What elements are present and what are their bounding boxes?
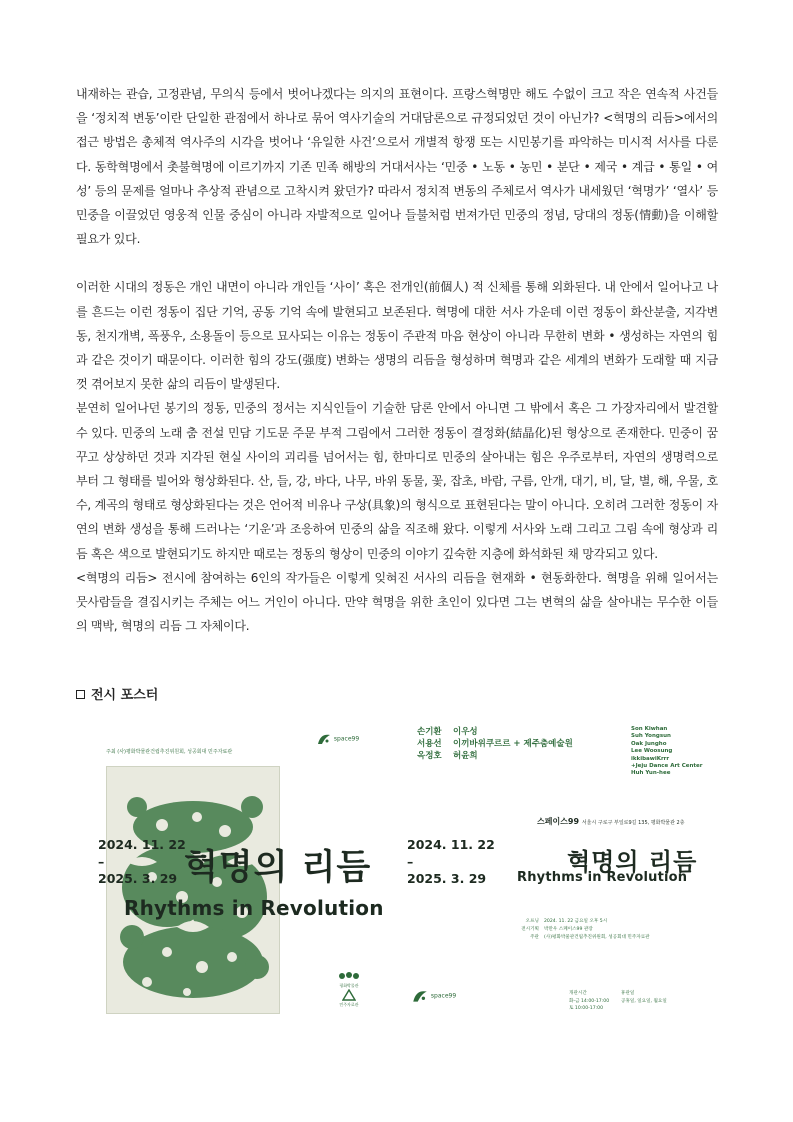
woodcut-artwork <box>106 766 280 1014</box>
paragraph-3: 분연히 일어나던 봉기의 정동, 민중의 정서는 지식인들이 기술한 담론 안에서 아니면 그 밖에서 혹은 그 가장자리에서 발견할 수 있다. 민중의 노래 춤 전설 민담 기도문 주문 부적 그림에서 그러한 정동이 결정화(結晶化)된 형상으로 존재한다. 민중이 꿈꾸고 상상하던 것과 지각된 현실 사이의 괴리를 넘어서는 힘, 한마디로 민중의 살아내는 힘은 우주로부터, 자연의 생명력으로부터 그 형태를 빌어와 형상화된다. 산, 들, 강, 바다, 나무, 바위 동물, 꽃, 잡초, 바람, 구름, 안개, 대기, 비, 달, 별, 해, 우물, 호수, 계곡의 형태로 형상화된다는 것은 언어적 비유나 구상(具象)의 형식으로 표현된다는 말이 아니다. 오히려 그러한 정동이 자연의 변화 생성을 통해 드러나는 ‘기운’과 조응하여 민중의 삶을 직조해 왔다. 이렇게 서사와 노래 그리고 그림 속에 형상과 리듬 혹은 색으로 발현되기도 하지만 때로는 정동의 형상이 민중의 이야기 깊숙한 지층에 화석화된 채 망각되고 있다. <box>76 401 718 561</box>
space99-logo: space99 <box>316 732 359 746</box>
poster-left-title-en: Rhythms in Revolution <box>124 896 384 920</box>
space99-emblem-icon <box>316 732 332 746</box>
closed-days: 휴관일 공휴일, 일요일, 월요일 <box>621 991 667 1004</box>
poster-left-title-ko: 혁명의 리듬 <box>184 848 372 888</box>
poster-left <box>76 718 397 1018</box>
space99-emblem-icon <box>411 988 429 1004</box>
poster-images <box>76 718 718 1018</box>
venue-line: 스페이스99 서울시 구로구 부일로9길 135, 평화박물관 2층 <box>537 817 685 826</box>
poster-right-dates: 2024. 11. 22 – 2025. 3. 29 <box>407 837 495 886</box>
poster-right <box>397 718 718 1018</box>
poster-left-bottom-logos: 평화박물관 민주자료관 <box>338 970 360 1008</box>
woodcut-crowd-icon <box>107 767 279 1013</box>
body-text <box>76 82 718 638</box>
poster-right-title-ko: 혁명의 리듬 <box>567 848 698 876</box>
artist-names-en: Son Kiwhan Suh Yongsun Oak Jungho Lee Woosung ikkibawiKrrr +Jeju Dance Art Center Huh Yun-hee <box>631 726 703 777</box>
paragraph-4: <혁명의 리듬> 전시에 참여하는 6인의 작가들은 이렇게 잊혀진 서사의 리듬을 현재화 • 현동화한다. 혁명을 위해 일어서는 뭇사람들을 결집시키는 주체는 어느 거인이 아니다. 만약 혁명을 위한 초인이 있다면 그는 변혁의 삶을 살아내는 무수한 이들의 맥박, 혁명의 리듬 그 자체이다. <box>76 570 718 634</box>
poster-left-dates: 2024. 11. 22 – 2025. 3. 29 <box>98 837 186 886</box>
opening-hours: 개관시간 화-금 14:00-17:00 토 10:00-17:00 <box>569 991 610 1011</box>
poster-right-info: 오프닝 2024. 11. 22 금요일 오후 5시 전시기획 박만우 스페이스99 관장 주관 (사)평화박물관건립추진위원회, 성공회대 민주자료관 <box>521 919 650 940</box>
paragraph-2: 이러한 시대의 정동은 개인 내면이 아니라 개인들 ‘사이’ 혹은 전개인(前個人) 적 신체를 통해 외화된다. 내 안에서 일어나고 나를 흔드는 이런 정동이 집단 기억, 공동 기억 속에 발현되고 보존된다. 혁명에 대한 서사 가운데 이런 정동이 화산분출, 지각변동, 천지개벽, 폭풍우, 소용돌이 등으로 묘사되는 이유는 정동이 주관적 마음 현상이 아니라 무한히 변화 • 생성하는 자연의 힘과 같은 것이기 때문이다. 이러한 힘의 강도(强度) 변화는 생명의 리듬을 형성하며 혁명과 같은 세계의 변화가 도래할 때 지금껏 겪어보지 못한 삶의 리듬이 발생된다. <box>76 280 718 392</box>
artist-names-col2: 이우성 이끼바위쿠르르 + 제주춤예술원 허윤희 <box>453 727 573 761</box>
artist-names-col1: 손기환 서용선 옥정호 <box>417 727 442 761</box>
poster-left-org: 주최 (사)평화박물관건립추진위원회, 성공회대 민주자료관 <box>106 749 233 755</box>
peace-museum-logo-icon <box>338 970 360 982</box>
archive-logo-icon <box>342 989 356 1001</box>
square-bullet-icon <box>76 690 85 699</box>
poster-right-title-en: Rhythms in Revolution <box>517 870 688 885</box>
paragraph-1: 내재하는 관습, 고정관념, 무의식 등에서 벗어나겠다는 의지의 표현이다. 프랑스혁명만 해도 수없이 크고 작은 연속적 사건들을 ‘정치적 변동’이란 단일한 관점에서 하나로 묶어 역사기술의 거대담론으로 규정되었던 것이 아닌가? <혁명의 리듬>에서의 접근 방법은 총체적 역사주의 시각을 벗어나 ‘유일한 사건’으로서 개별적 항쟁 또는 시민봉기를 파악하는 미시적 서사를 다룬다. 동학혁명에서 촛불혁명에 이르기까지 기존 민족 해방의 거대서사는 ‘민중 • 노동 • 농민 • 분단 • 제국 • 계급 • 통일 • 여성’ 등의 문제를 얼마나 추상적 관념으로 고착시켜 왔던가? 따라서 정치적 변동의 주체로서 역사가 내세웠던 ‘혁명가’ ‘열사’ 등 민중을 이끌었던 영웅적 인물 중심이 아니라 자발적으로 일어나 들불처럼 번져가던 민중의 정념, 당대의 정동(情動)을 이해할 필요가 있다. <box>76 87 718 247</box>
space99-logo-bottom: space99 <box>411 988 456 1004</box>
section-title: 전시 포스터 <box>76 684 158 703</box>
